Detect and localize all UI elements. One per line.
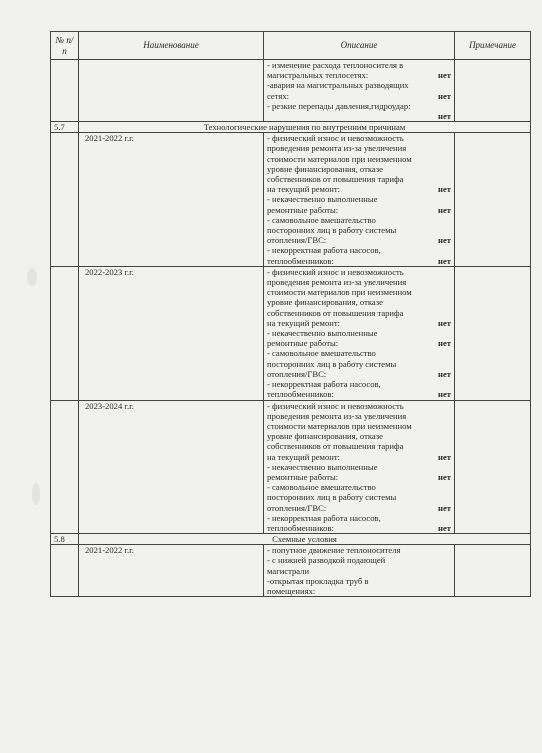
line-value: нет — [438, 235, 451, 246]
description-line — [267, 80, 451, 90]
line-value: нет — [438, 90, 451, 101]
line-text: стоимости материалов при неизменном — [267, 420, 412, 431]
line-text: стоимости материалов при неизменном — [267, 153, 412, 164]
description-line — [267, 60, 451, 70]
description-line — [267, 215, 451, 225]
description-line — [267, 111, 451, 121]
table-row — [51, 545, 531, 597]
line-value: нет — [438, 184, 451, 195]
description-line — [267, 164, 451, 174]
line-text: отопления/ГВС: — [267, 502, 327, 513]
description-line — [267, 482, 451, 492]
line-text: посторонних лиц в работу системы — [267, 225, 397, 236]
line-text: отопления/ГВС: — [267, 368, 327, 379]
line-value: нет — [438, 389, 451, 400]
description-line — [267, 401, 451, 411]
header-num: № п/п — [51, 32, 79, 60]
description-cell — [264, 133, 455, 267]
line-value: нет — [438, 70, 451, 81]
line-text: проведения ремонта из-за увеличения — [267, 143, 407, 154]
description-line — [267, 308, 451, 318]
header-note: Примечание — [455, 32, 531, 60]
description-cell — [264, 60, 455, 122]
description-cell — [264, 400, 455, 534]
table-row — [51, 266, 531, 400]
line-text: ремонтные работы: — [267, 338, 339, 349]
period-label: 2023-2024 г.г. — [79, 400, 264, 534]
description-line — [267, 194, 451, 204]
description-line — [267, 545, 451, 555]
section-row — [51, 534, 531, 545]
line-text: - физический износ и невозможность — [267, 400, 404, 411]
table-row — [51, 133, 531, 267]
description-line — [267, 452, 451, 462]
line-text: посторонних лиц в работу системы — [267, 358, 397, 369]
section-number: 5.7 — [51, 122, 79, 133]
description-line — [267, 225, 451, 235]
section-title: Технологические нарушения по внутренним причинам — [79, 122, 531, 133]
line-text: магистрали — [267, 565, 310, 576]
table-header-row — [51, 32, 531, 60]
description-line — [267, 513, 451, 523]
scan-smudge — [32, 483, 40, 505]
table-row — [51, 400, 531, 534]
description-line — [267, 411, 451, 421]
line-text: - с нижней разводкой подающей — [267, 555, 386, 566]
line-value: нет — [438, 368, 451, 379]
description-line — [267, 328, 451, 338]
line-text: уровне финансирования, отказе — [267, 297, 383, 308]
line-text: на текущий ремонт: — [267, 317, 341, 328]
line-text: - изменение расхода теплоносителя в — [267, 60, 404, 70]
description-line — [267, 421, 451, 431]
description-line — [267, 359, 451, 369]
description-line — [267, 318, 451, 328]
line-text: собственников от повышения тарифа — [267, 174, 404, 185]
section-title: Схемные условия — [79, 534, 531, 545]
line-text: отопления/ГВС: — [267, 235, 327, 246]
period-label: 2021-2022 г.г. — [79, 133, 264, 267]
line-text: на текущий ремонт: — [267, 184, 341, 195]
description-line — [267, 133, 451, 143]
description-cell — [264, 266, 455, 400]
line-text: - физический износ и невозможность — [267, 133, 404, 144]
header-name: Наименование — [79, 32, 264, 60]
line-text: теплообменников: — [267, 255, 334, 266]
description-line — [267, 555, 451, 565]
description-line — [267, 492, 451, 502]
line-text: - самовольное вмешательство — [267, 348, 376, 359]
description-line — [267, 338, 451, 348]
description-line — [267, 143, 451, 153]
line-text: посторонних лиц в работу системы — [267, 492, 397, 503]
line-text: собственников от повышения тарифа — [267, 307, 404, 318]
line-text: магистральных теплосетях: — [267, 70, 369, 81]
line-text: - попутное движение теплоносителя — [267, 545, 401, 556]
line-text: теплообменников: — [267, 522, 334, 533]
description-line — [267, 369, 451, 379]
description-line — [267, 566, 451, 576]
line-value: нет — [438, 255, 451, 266]
description-cell — [264, 545, 455, 597]
conditions-table — [50, 31, 531, 597]
line-text: помещениях: — [267, 585, 316, 596]
line-text: - некорректная работа насосов, — [267, 379, 381, 390]
section-row — [51, 122, 531, 133]
line-text: -открытая прокладка труб в — [267, 575, 369, 586]
description-line — [267, 523, 451, 533]
description-line — [267, 256, 451, 266]
description-line — [267, 277, 451, 287]
description-line — [267, 586, 451, 596]
description-line — [267, 287, 451, 297]
description-line — [267, 503, 451, 513]
description-line — [267, 245, 451, 255]
line-text: - некачественно выполненные — [267, 461, 378, 472]
line-text: ремонтные работы: — [267, 204, 339, 215]
header-description: Описание — [264, 32, 455, 60]
line-text: - самовольное вмешательство — [267, 482, 376, 493]
line-text: проведения ремонта из-за увеличения — [267, 277, 407, 288]
scan-smudge — [27, 268, 37, 286]
description-line — [267, 174, 451, 184]
description-line — [267, 576, 451, 586]
description-line — [267, 205, 451, 215]
line-text: - самовольное вмешательство — [267, 214, 376, 225]
table-row — [51, 60, 531, 122]
line-text: - некорректная работа насосов, — [267, 512, 381, 523]
line-text: - некорректная работа насосов, — [267, 245, 381, 256]
line-text: - некачественно выполненные — [267, 328, 378, 339]
description-line — [267, 70, 451, 80]
line-value: нет — [438, 204, 451, 215]
description-line — [267, 154, 451, 164]
description-line — [267, 472, 451, 482]
line-text: собственников от повышения тарифа — [267, 441, 404, 452]
line-text: ремонтные работы: — [267, 471, 339, 482]
description-line — [267, 462, 451, 472]
line-text: - некачественно выполненные — [267, 194, 378, 205]
description-line — [267, 91, 451, 101]
line-value: нет — [438, 471, 451, 482]
line-text: теплообменников: — [267, 389, 334, 400]
line-text: уровне финансирования, отказе — [267, 431, 383, 442]
section-number: 5.8 — [51, 534, 79, 545]
line-text: проведения ремонта из-за увеличения — [267, 410, 407, 421]
line-text: на текущий ремонт: — [267, 451, 341, 462]
description-line — [267, 379, 451, 389]
line-value: нет — [438, 111, 451, 122]
line-text: сетях: — [267, 90, 290, 101]
line-value: нет — [438, 502, 451, 513]
description-line — [267, 389, 451, 399]
line-value: нет — [438, 317, 451, 328]
description-line — [267, 441, 451, 451]
line-value: нет — [438, 338, 451, 349]
description-line — [267, 235, 451, 245]
line-text: стоимости материалов при неизменном — [267, 287, 412, 298]
period-label: 2021-2022 г.г. — [79, 545, 264, 597]
description-line — [267, 267, 451, 277]
line-value: нет — [438, 451, 451, 462]
line-text: -авария на магистральных разводящих — [267, 80, 409, 91]
description-line — [267, 348, 451, 358]
line-value: нет — [438, 522, 451, 533]
description-line — [267, 184, 451, 194]
description-line — [267, 101, 451, 111]
description-line — [267, 297, 451, 307]
description-line — [267, 431, 451, 441]
line-text: - резкие перепады давления,гидроудар: — [267, 100, 411, 111]
line-text: - физический износ и невозможность — [267, 266, 404, 277]
line-text: уровне финансирования, отказе — [267, 163, 383, 174]
period-label: 2022-2023 г.г. — [79, 266, 264, 400]
